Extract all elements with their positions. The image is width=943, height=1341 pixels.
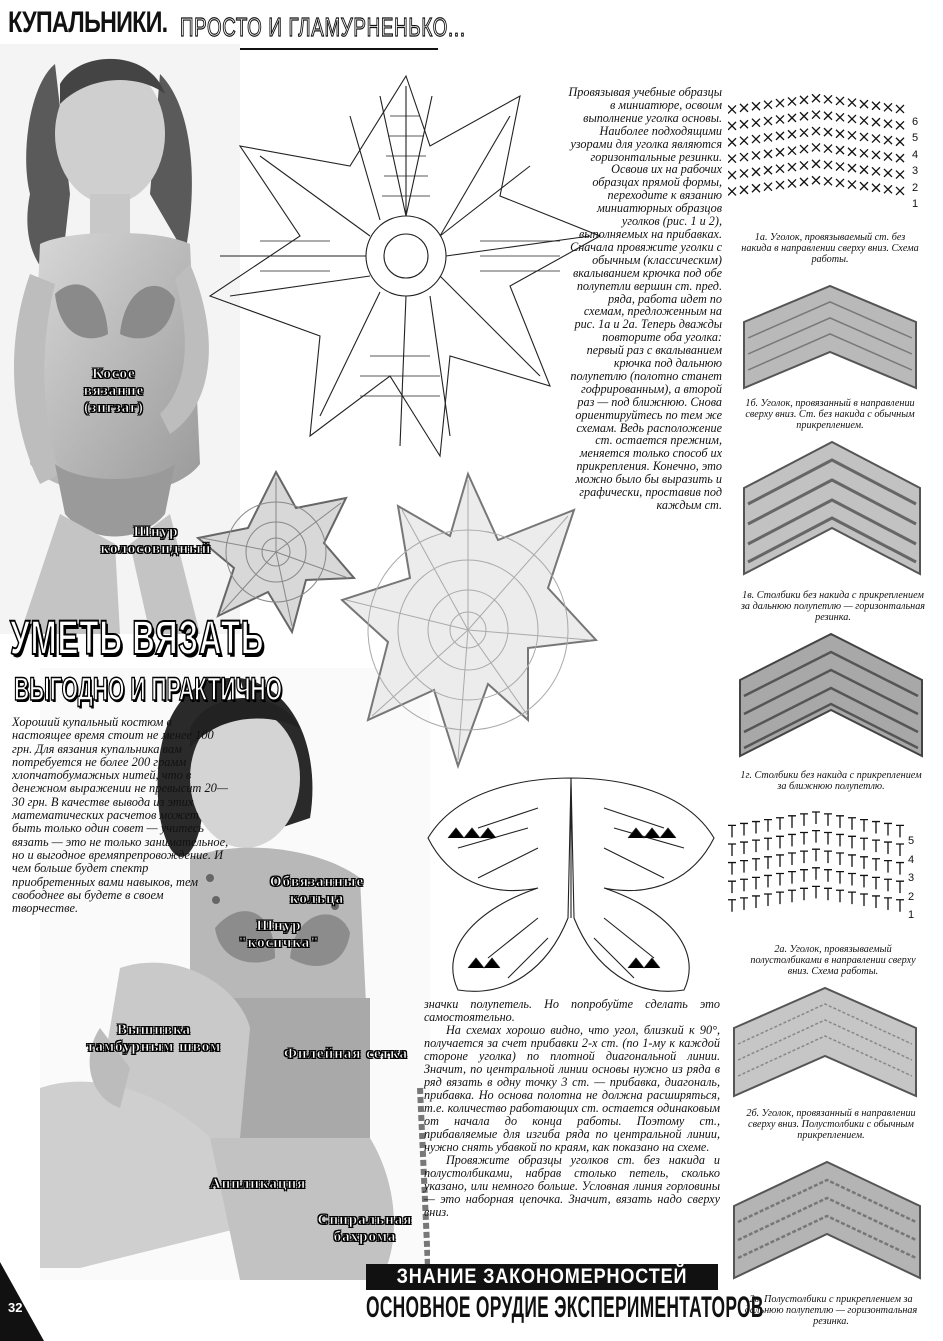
article-paragraph: значки полупетель. Но попробуйте сделать это самостоятельно.: [424, 997, 720, 1024]
row-number: 1: [912, 198, 919, 211]
chart-stitch-row: [728, 111, 904, 130]
caption-1g: 1г. Столбики без накида с прикреплением за ближнюю полупетлю.: [740, 770, 922, 793]
label-applikaciya: Аппликация: [209, 1176, 307, 1192]
chart-1a-row-numbers: [912, 114, 928, 212]
headline-primary: УМЕТЬ ВЯЗАТЬ: [10, 612, 265, 665]
page-number: 32: [8, 1300, 23, 1315]
label-shnur-kosichka: Шнур "косичка": [238, 918, 320, 951]
row-number: 3: [912, 165, 919, 178]
crochet-diagram-leaf: [200, 56, 608, 468]
photo-crochet-leaf-small: [196, 468, 356, 636]
swatch-2b: [730, 984, 920, 1100]
swatch-2v: [730, 1158, 924, 1282]
symbol-chart-1a-svg: [728, 84, 928, 224]
chart-stitch-row: [728, 176, 904, 195]
row-number: 2: [908, 890, 915, 903]
chart-stitch-row: [728, 143, 904, 162]
row-number: 2: [912, 181, 919, 194]
caption-2v: 2в. Полустолбики с прикреплением за дальнюю полупетлю — горизонтальная резинка.: [744, 1294, 918, 1328]
label-fileinaya-setka: Филейная сетка: [283, 1046, 409, 1062]
header-title: КУПАЛЬНИКИ.: [8, 6, 168, 39]
label-kosoe-vyazanie: Косое вязание (зигзаг): [83, 366, 145, 416]
page-number-corner: [0, 1262, 44, 1341]
footer-band: [366, 1264, 718, 1290]
chart-stitch-row: [728, 886, 904, 911]
symbol-chart-2a-svg: [728, 802, 928, 938]
article-paragraph: На схемах хорошо видно, что угол, близкий к 90°, получается за счет прибавки 2-х ст. (по 1-му к каждой стороне уголка) по плотной диагональной линии. Значит, по центральной линии основы нужно из ряда в ряд вязать в одну точку 3 ст. — прибавка, диагональ, прибавка. Но основа полотна не должна расширяться, т.е. количество работающих ст. остается одинаковым от начала до конца работы. Поэтому ст., прибавляемые для изгиба ряда по центральной линии, нужно снять убавкой по краям, как показано на схеме.: [424, 1023, 720, 1154]
label-vyshivka: Вышивка тамбурным швом: [86, 1022, 222, 1055]
symbol-chart-1a: [728, 84, 928, 224]
row-number: 3: [908, 872, 915, 885]
caption-1b: 1б. Уголок, провязанный в направлении сверху вниз. Ст. без накида с обычным прикреплением.: [745, 398, 915, 432]
intro-paragraph: Хороший купальный костюм в настоящее время стоит не менее 100 грн. Для вязания купальника вам потребуется не более 200 грамм хлопчатобумажных нитей, что в денежном выражении не превысит 20—30 грн. В качестве вывода из этих математических расчетов может быть только один совет — учитесь вязать — это не только занимательное, но и выгодное времяпрепровождение. И чем больше будет спектр приобретенных вами навыков, тем свободнее вы будете в своем творчестве.: [12, 715, 229, 916]
row-number: 5: [908, 835, 915, 847]
symbol-chart-2a: [728, 802, 928, 938]
caption-1v: 1в. Столбики без накида с прикреплением за дальнюю полупетлю — горизонтальная резинка.: [740, 590, 926, 624]
caption-2a: 2а. Уголок, провязываемый полустолбиками в направлении сверху вниз. Схема работы.: [750, 944, 916, 978]
row-number: 1: [908, 909, 915, 922]
page-header: [8, 6, 708, 46]
footer-line-1: ЗНАНИЕ ЗАКОНОМЕРНОСТЕЙ: [396, 1265, 688, 1288]
chart-2a-row-numbers: [908, 832, 924, 925]
photo-crochet-leaf-large: [338, 470, 600, 770]
chart-stitch-row: [728, 94, 904, 113]
article-text-bottom: [424, 998, 720, 1219]
label-obvyazannye-koltsa: Обвязанные кольца: [269, 874, 365, 907]
label-shnur-kolosovidnyi: Шнур колосовидный: [100, 524, 212, 557]
footer-line-2: ОСНОВНОЕ ОРУДИЕ ЭКСПЕРИМЕНТАТОРОВ: [366, 1291, 764, 1324]
caption-1a: 1а. Уголок, провязываемый ст. без накида в направлении сверху вниз. Схема работы.: [741, 232, 919, 266]
swatch-1v: [740, 438, 924, 578]
headline-secondary: ВЫГОДНО И ПРАКТИЧНО: [14, 671, 283, 707]
row-number: 4: [912, 148, 919, 161]
row-number: 5: [912, 132, 919, 145]
article-text-right: Провязывая учебные образцы в миниатюре, освоим выполнение уголка основы. Наиболее подходящими узорами для уголка являются горизонтальные резинки. Освоив их на рабочих образцах прямой формы, переходите к вязанию миниатюрных образцов уголков (рис. 1 и 2), выполняемых на прибавках. Сначала провяжите уголки с обычным (классическим) вкалыванием крючка под обе полупетли вершин ст. пред. ряда, работа идет по схемам, предложенным на рис. 1а и 2а. Теперь дважды повторите оба уголка: первый раз с вкалыванием крючка под дальнюю полупетлю (полотно станет гофрированным), а второй раз — под ближнюю. Снова ориентируйтесь по тем же схемам. Ведь расположение ст. остается прежним, меняется только способ их прикрепления. Конечно, это можно было бы выразить и графически, проставив под каждым ст.: [568, 85, 722, 512]
swatch-1b: [740, 282, 920, 392]
chart-stitch-row: [728, 127, 904, 146]
row-number: 6: [912, 116, 919, 128]
article-paragraph: Провяжите образцы уголков ст. без накида и полустолбиками, набрав столько петель, сколько указано, или немного больше. Условная линия горловины — это наборная цепочка. Значит, вязать надо сверху вниз.: [424, 1153, 720, 1219]
row-number: 4: [908, 853, 915, 866]
label-spiralnaya-bahroma: Спиральная бахрома: [317, 1212, 413, 1245]
caption-2b: 2б. Уголок, провязанный в направлении сверху вниз. Полустолбики с обычным прикреплением.: [746, 1108, 916, 1142]
crochet-diagram-butterfly: [418, 768, 724, 1000]
header-subtitle: ПРОСТО И ГЛАМУРНЕНЬКО...: [180, 12, 466, 42]
chart-stitch-row: [728, 160, 904, 179]
swatch-1g: [736, 630, 926, 760]
